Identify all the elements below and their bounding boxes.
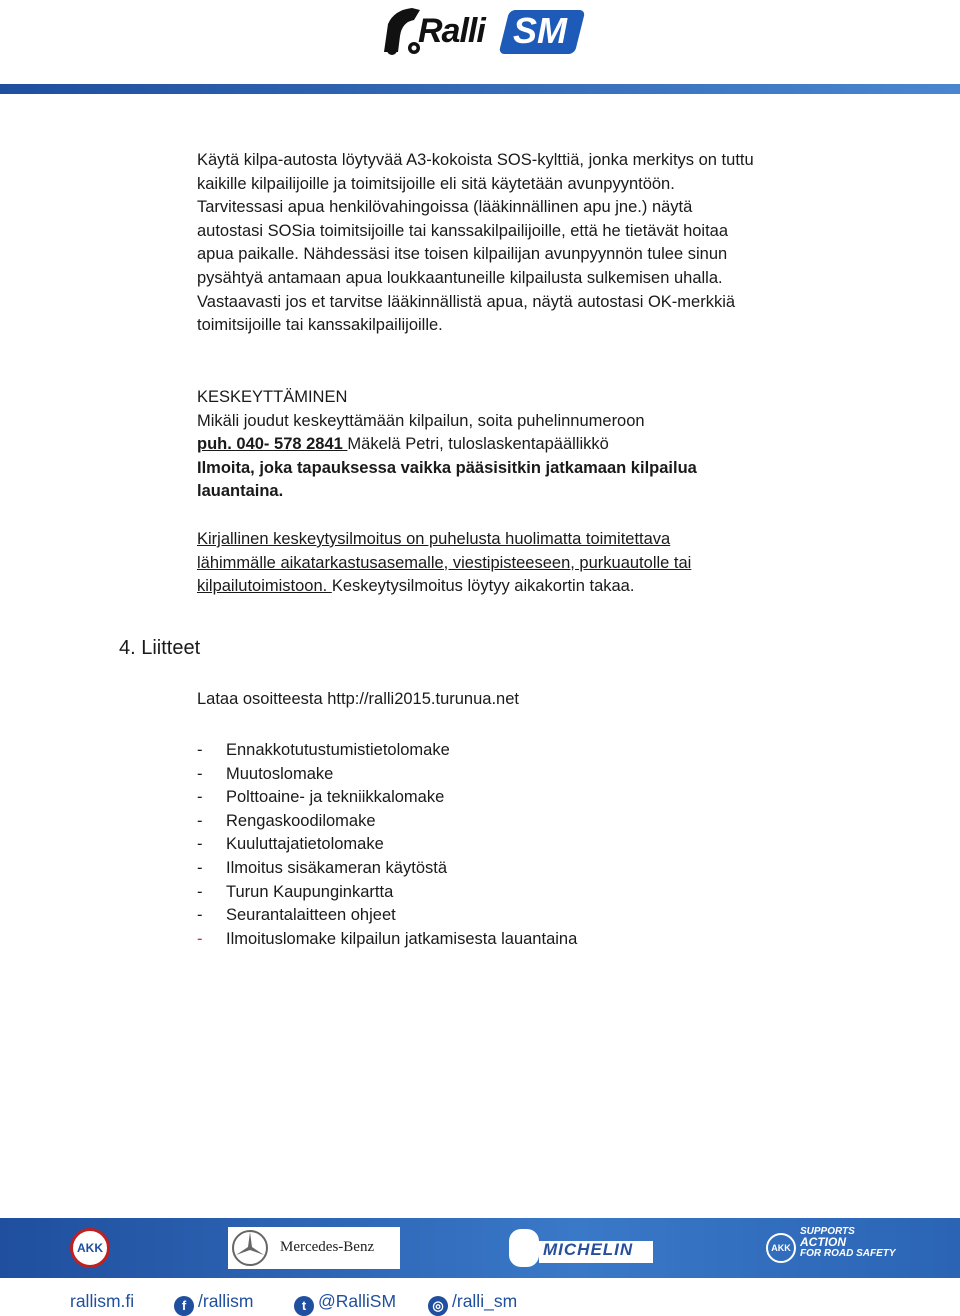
text-line: Kirjallinen keskeytysilmoitus on puhelusta huolimatta toimitettava — [197, 530, 671, 548]
list-item-label: Ilmoitus sisäkameran käytöstä — [226, 858, 448, 877]
akk-badge-icon: AKK — [766, 1233, 796, 1263]
list-item-label: Turun Kaupunginkartta — [226, 882, 394, 901]
michelin-man-icon — [509, 1229, 539, 1267]
text-line: pysähtyä antamaan apua loukkaantuneille kilpailusta sulkemisen uhalla. — [197, 268, 723, 287]
sos-paragraph — [197, 149, 837, 338]
list-item — [197, 881, 577, 905]
text-line: Tarvitessasi apua henkilövahingoissa (lääkinnällinen apu jne.) näytä — [197, 198, 693, 217]
section-heading: KESKEYTTÄMINEN — [197, 388, 348, 406]
list-item — [197, 810, 577, 834]
page-header — [0, 0, 960, 96]
twitter-link[interactable] — [294, 1288, 396, 1316]
text-line: lähimmälle aikatarkastusasemalle, viestipisteeseen, purkuautolle tai — [197, 553, 692, 572]
list-dash: - — [197, 858, 203, 877]
list-dash: - — [197, 882, 203, 901]
ralli-sm-logo — [380, 4, 585, 60]
michelin-wordmark: MICHELIN — [543, 1240, 634, 1259]
phone-line — [197, 433, 837, 457]
text-line: Vastaavasti jos et tarvitse lääkinnällistä apua, näytä autostasi OK-merkkiä — [197, 292, 736, 311]
list-item-label: Muutoslomake — [226, 764, 334, 783]
list-dash: - — [197, 835, 203, 854]
logo-sm-text: SM — [513, 10, 567, 51]
list-dash: - — [197, 811, 203, 830]
instagram-icon: ◎ — [428, 1296, 448, 1316]
social-links — [0, 1288, 960, 1314]
list-item — [197, 786, 577, 810]
list-item-label: Polttoaine- ja tekniikkalomake — [226, 788, 445, 807]
text-line: Käytä kilpa-autosta löytyvää A3-kokoista SOS-kylttiä, jonka merkitys on tuttu — [197, 151, 754, 169]
fia-text — [800, 1226, 896, 1259]
header-stripe — [0, 84, 960, 94]
list-item — [197, 833, 577, 857]
fia-road-safety-logo — [766, 1224, 896, 1272]
text-line — [197, 575, 837, 599]
contact-name: Mäkelä Petri, tuloslaskentapäällikkö — [347, 435, 609, 454]
list-item-label: Ilmoituslomake kilpailun jatkamisesta lauantaina — [226, 929, 578, 948]
list-dash-red: - — [197, 929, 203, 948]
list-dash: - — [197, 764, 203, 783]
mercedes-star-icon — [230, 1228, 270, 1268]
list-item-label: Kuuluttajatietolomake — [226, 835, 384, 854]
facebook-icon: f — [174, 1296, 194, 1316]
list-dash: - — [197, 788, 203, 807]
underlined-text: kilpailutoimistoon. — [197, 577, 332, 596]
mercedes-benz-logo — [228, 1227, 400, 1269]
logo-ralli-text: Ralli — [418, 12, 485, 50]
sponsor-band — [0, 1218, 960, 1278]
attachment-list — [197, 739, 577, 951]
facebook-handle: /rallism — [198, 1291, 254, 1311]
twitter-icon: t — [294, 1296, 314, 1316]
mercedes-benz-wordmark: Mercedes-Benz — [280, 1239, 375, 1255]
page-footer — [0, 1218, 960, 1316]
fia-action: ACTION — [800, 1235, 846, 1249]
list-item-label: Ennakkotutustumistietolomake — [226, 741, 450, 759]
download-line — [197, 688, 837, 712]
akk-logo: AKK — [70, 1228, 110, 1268]
facebook-link[interactable] — [174, 1288, 253, 1316]
keskeyttaminen-section — [197, 386, 837, 504]
fia-supports: SUPPORTS — [800, 1226, 855, 1237]
plain-text: Keskeytysilmoitus löytyy aikakortin takaa. — [331, 577, 635, 596]
list-dash: - — [197, 906, 203, 925]
list-item-label: Rengaskoodilomake — [226, 811, 376, 830]
instagram-handle: /ralli_sm — [452, 1291, 518, 1311]
list-item — [197, 857, 577, 881]
bold-notice: Ilmoita, joka tapauksessa vaikka pääsisitkin jatkamaan kilpailua — [197, 458, 697, 477]
text-line: kaikille kilpailijoille ja toimitsijoille eli sitä käytetään avunpyyntöön. — [197, 174, 675, 193]
text-line: autostasi SOSia toimitsijoille tai kanssakilpailijoille, että he tietävät hoitaa — [197, 221, 729, 240]
section-title-liitteet: 4. Liitteet — [119, 637, 201, 659]
text-line: toimitsijoille tai kanssakilpailijoille. — [197, 316, 443, 335]
list-item — [197, 904, 577, 928]
list-item — [197, 928, 577, 952]
fia-road-safety: FOR ROAD SAFETY — [800, 1248, 896, 1259]
text-line: Mikäli joudut keskeyttämään kilpailun, soita puhelinnumeroon — [197, 411, 645, 430]
written-notice-paragraph — [197, 528, 837, 599]
list-item-label: Seurantalaitteen ohjeet — [226, 906, 396, 925]
instagram-link[interactable] — [428, 1288, 517, 1316]
michelin-logo — [509, 1227, 653, 1269]
list-dash: - — [197, 741, 203, 759]
list-item — [197, 739, 577, 763]
download-url-text: Lataa osoitteesta http://ralli2015.turunua.net — [197, 690, 519, 708]
website-link[interactable]: rallism.fi — [70, 1291, 135, 1311]
bold-notice: lauantaina. — [197, 482, 284, 501]
phone-number: puh. 040- 578 2841 — [197, 435, 348, 454]
text-line: apua paikalle. Nähdessäsi itse toisen kilpailijan avunpyynnön tulee sinun — [197, 245, 728, 264]
list-item — [197, 763, 577, 787]
twitter-handle: @RalliSM — [318, 1291, 397, 1311]
